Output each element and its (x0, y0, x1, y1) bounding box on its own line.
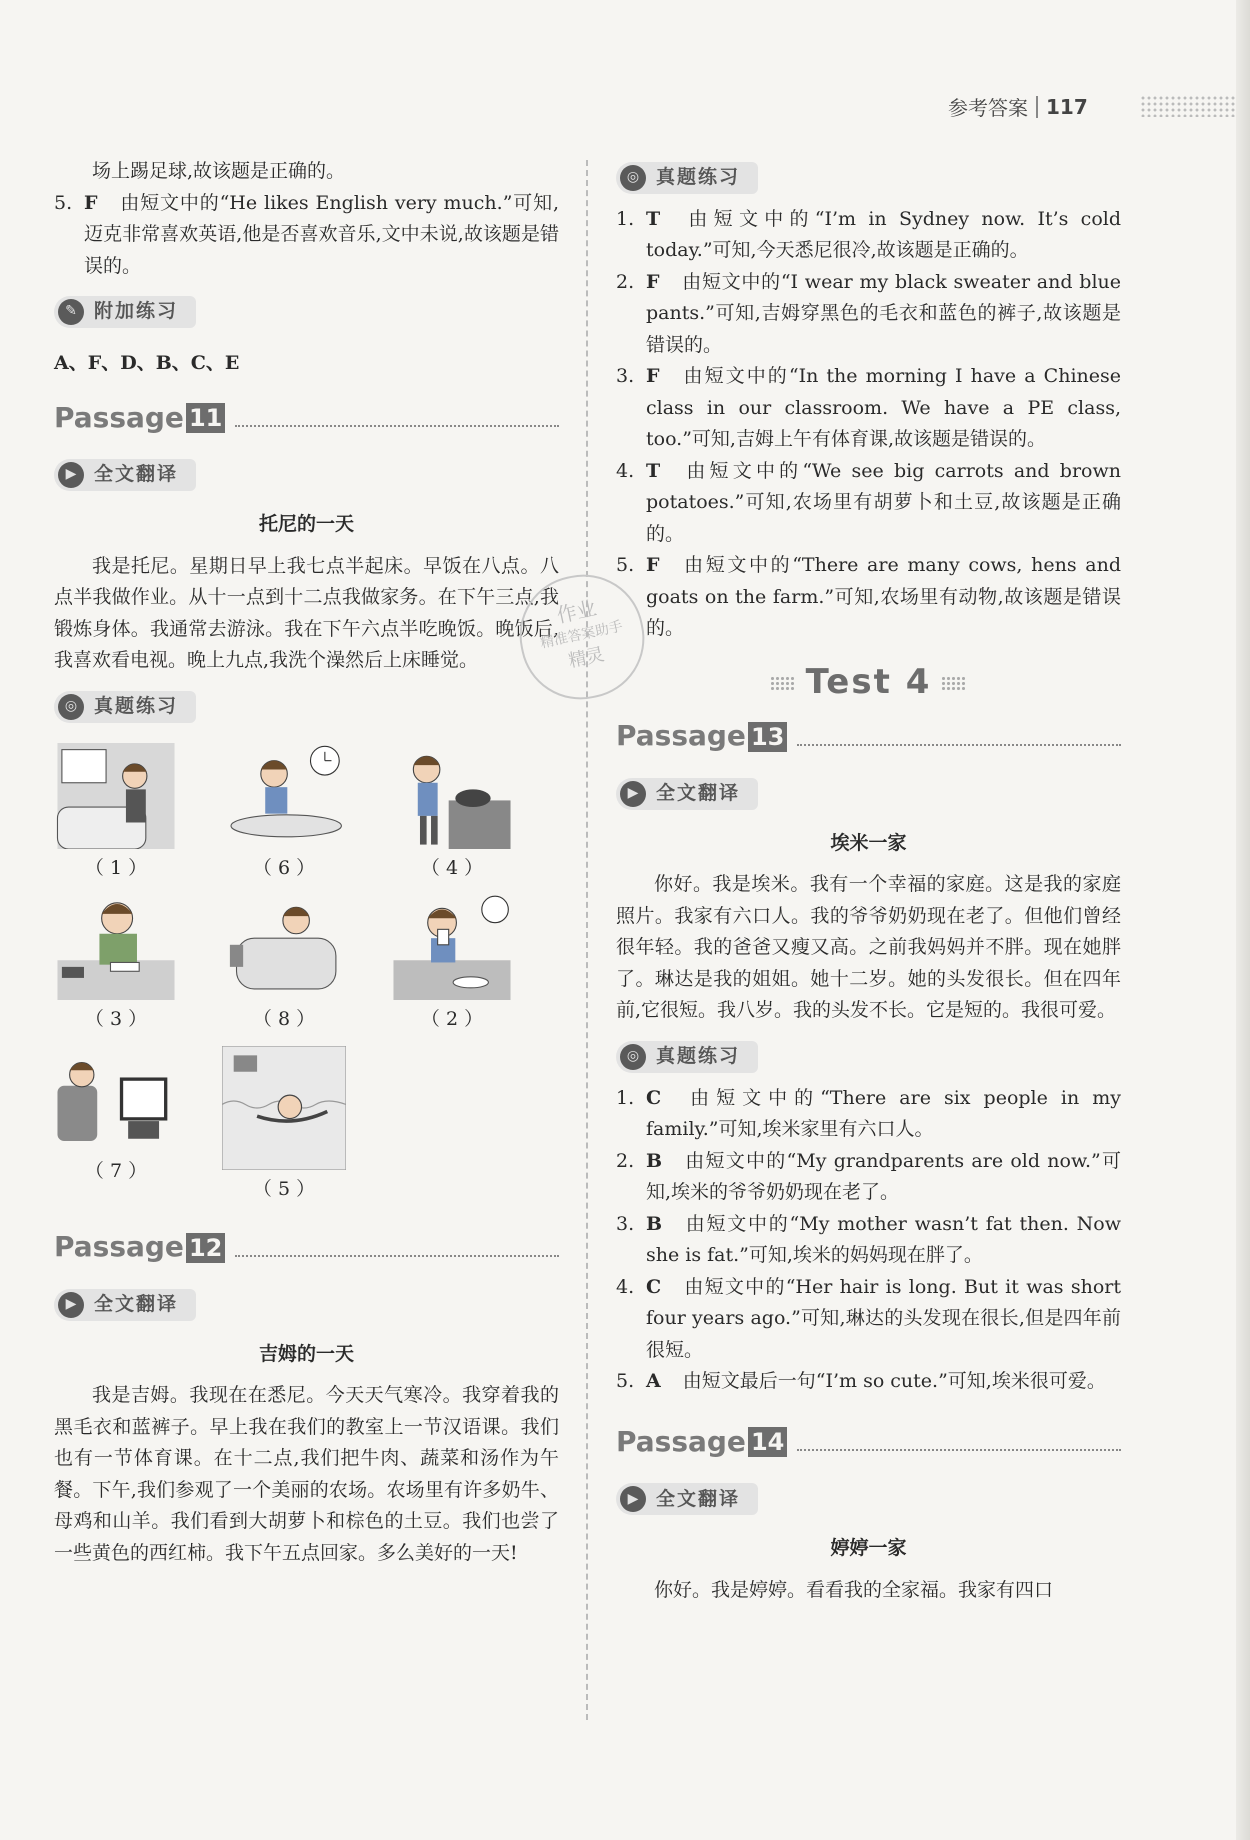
picture-order-label: （ 3 ） (84, 1008, 148, 1030)
passage-title: 吉姆的一天 (258, 1342, 354, 1365)
page-edge (1236, 0, 1250, 1840)
answer-number: 5. (616, 1370, 635, 1393)
left-column (54, 156, 559, 1569)
passage-word: Passage (54, 1230, 184, 1263)
stamp-line: 精准答案助手 (538, 618, 625, 652)
answer-item (616, 1209, 1121, 1272)
target-icon: ◎ (620, 165, 646, 191)
picture-order-label: （ 4 ） (420, 856, 484, 879)
answer-number: 1. (616, 207, 635, 230)
answer-explanation: 由短文中的“Her hair is long. But it was short four years ago.”可知,琳达的头发现在很长,但是四年前很短。 (646, 1275, 1121, 1361)
section-tag-translation (616, 778, 758, 810)
passage-13-heading (616, 720, 1121, 752)
answer-explanation: 由短文中的“In the morning I have a Chinese class in our classroom. We have a PE class, too.”可知,吉姆上午有体育课,故该题是错误的。 (646, 365, 1121, 451)
dotted-rule (797, 744, 1121, 746)
passage-word: Passage (54, 400, 184, 434)
target-icon: ◎ (620, 1044, 646, 1070)
illustration-eat (222, 743, 346, 849)
translation-text: 你好。我是婷婷。看看我的全家福。我家有四口 (654, 1578, 1054, 1601)
right-column (616, 160, 1121, 1606)
answer-key: T (646, 459, 661, 482)
picture-grid (54, 743, 559, 1206)
answer-key: F (84, 191, 98, 214)
tag-label: 真题练习 (656, 1045, 741, 1067)
answer-explanation: 由短文中的“My grandparents are old now.”可知,埃米的爷爷奶奶现在老了。 (646, 1149, 1121, 1204)
answer-key: C (646, 1275, 662, 1298)
answer-key: F (646, 554, 660, 577)
answer-explanation: 由短文中的“I’m in Sydney now. It’s cold today.”可知,今天悉尼很冷,故该题是正确的。 (646, 207, 1121, 262)
illustration-swim (222, 1046, 346, 1170)
answer-list (616, 204, 1121, 645)
pencil-icon: ✎ (58, 299, 84, 325)
passage-word: Passage (616, 719, 746, 753)
picture-order-label: （ 8 ） (252, 1008, 316, 1030)
tag-label: 附加练习 (94, 300, 179, 323)
illustration-bath (222, 894, 346, 1000)
dot-ornament (770, 676, 796, 690)
illustration-bed (54, 743, 178, 849)
answer-explanation: 由短文中的“He likes English very much.”可知,迈克非常喜欢英语,他是否喜欢音乐,文中未说,故该题是错误的。 (84, 191, 559, 277)
passage-number: 12 (186, 1233, 225, 1263)
header-label: 参考答案 (948, 96, 1028, 120)
picture-item (54, 894, 222, 1036)
header-separator (1036, 96, 1038, 118)
passage-title: 埃米一家 (830, 831, 907, 854)
target-icon: ◎ (58, 694, 84, 720)
picture-item (222, 1046, 390, 1206)
answer-number: 1. (616, 1086, 635, 1109)
passage-12-heading (54, 1231, 559, 1263)
dotted-rule (797, 1449, 1121, 1451)
answer-key: B (646, 1212, 663, 1235)
page-number: 117 (1046, 94, 1088, 119)
answer-item (616, 1366, 1121, 1398)
answer-explanation: 由短文中的“My mother wasn’t fat then. Now she is fat.”可知,埃米的妈妈现在胖了。 (646, 1212, 1121, 1267)
tag-label: 真题练习 (656, 166, 741, 188)
answer-explanation: 由短文中的“We see big carrots and brown potatoes.”可知,农场里有胡萝卜和土豆,故该题是正确的。 (646, 459, 1121, 545)
play-icon: ▶ (58, 462, 84, 488)
picture-item (390, 743, 558, 885)
illustration-breakfast (390, 894, 514, 1000)
tag-label: 全文翻译 (656, 1487, 741, 1510)
answer-explanation: 由短文中的“I wear my black sweater and blue pants.”可知,吉姆穿黑色的毛衣和蓝色的裤子,故该题是错误的。 (646, 270, 1121, 356)
translation-text: 你好。我是埃米。我有一个幸福的家庭。这是我的家庭照片。我家有六口人。我的爷爷奶奶现在老了。但他们曾经很年轻。我的爸爸又瘦又高。之前我妈妈并不胖。现在她胖了。琳达是我的姐姐。她十二岁。她的头发很长。但在四年前,它很短。我八岁。我的头发不长。它是短的。我很可爱。 (616, 873, 1121, 1022)
answer-number: 4. (616, 459, 635, 482)
tag-label: 全文翻译 (94, 463, 179, 486)
section-tag-practice (616, 162, 758, 194)
answer-list (616, 1083, 1121, 1398)
answer-explanation: 由短文最后一句“I’m so cute.”可知,埃米很可爱。 (682, 1370, 1106, 1393)
stamp-line: 精灵 (566, 644, 607, 673)
page-header (948, 92, 1088, 121)
passage-14-heading (616, 1426, 1121, 1458)
passage-title: 托尼的一天 (258, 513, 354, 535)
answer-key: C (646, 1086, 662, 1109)
answer-explanation: 由短文中的“There are six people in my family.”可知,埃米家里有六口人。 (646, 1086, 1121, 1141)
passage-title: 婷婷一家 (830, 1537, 907, 1560)
picture-order-label: （ 6 ） (252, 856, 316, 879)
answer-item (616, 267, 1121, 362)
illustration-chores (390, 743, 514, 849)
passage-11-heading (54, 402, 559, 434)
answer-number: 3. (616, 1212, 635, 1235)
illustration-tv (54, 1046, 178, 1152)
answer-number: 5. (54, 191, 73, 214)
section-tag-practice (54, 691, 196, 723)
passage-number: 13 (748, 722, 787, 752)
answer-item (54, 188, 559, 283)
answer-key: F (646, 270, 660, 293)
play-icon: ▶ (58, 1292, 84, 1318)
illustration-homework (54, 894, 178, 1000)
header-dot-pattern (1140, 95, 1235, 117)
play-icon: ▶ (620, 781, 646, 807)
passage-number: 14 (748, 1427, 787, 1457)
answer-item (616, 550, 1121, 645)
section-tag-extra (54, 296, 196, 328)
test-title: Test 4 (805, 661, 932, 702)
picture-order-label: （ 5 ） (252, 1177, 316, 1200)
section-tag-translation (616, 1483, 758, 1515)
answer-number: 5. (616, 554, 635, 577)
tag-label: 真题练习 (94, 694, 179, 717)
continued-answer: 场上踢足球,故该题是正确的。 (92, 160, 346, 182)
picture-item (54, 1046, 222, 1206)
tag-label: 全文翻译 (94, 1292, 179, 1315)
answer-key: T (646, 207, 661, 230)
answer-item (616, 456, 1121, 551)
answer-number: 3. (616, 365, 635, 388)
column-divider (586, 160, 588, 1720)
section-tag-practice (616, 1041, 758, 1073)
answer-number: 2. (616, 270, 635, 293)
answer-key: A (646, 1370, 661, 1393)
answer-key: B (646, 1149, 663, 1172)
tag-label: 全文翻译 (656, 782, 741, 804)
answer-number: 4. (616, 1275, 635, 1298)
section-tag-translation (54, 459, 196, 491)
translation-text: 我是吉姆。我现在在悉尼。今天天气寒冷。我穿着我的黑毛衣和蓝裤子。早上我在我们的教室上一节汉语课。我们也有一节体育课。在十二点,我们把牛肉、蔬菜和汤作为午餐。下午,我们参观了一个美丽的农场。农场里有许多奶牛、母鸡和山羊。我们看到大胡萝卜和棕色的土豆。我们也尝了一些黄色的西红柿。我下午五点回家。多么美好的一天! (54, 1384, 559, 1564)
picture-item (222, 894, 390, 1036)
stamp-line: 作业 (554, 595, 599, 628)
picture-order-label: （ 7 ） (84, 1159, 148, 1182)
picture-item (390, 894, 558, 1036)
answer-key: F (646, 365, 660, 388)
answer-explanation: 由短文中的“There are many cows, hens and goats on the farm.”可知,农场里有动物,故该题是错误的。 (646, 554, 1121, 640)
answer-item (616, 1272, 1121, 1367)
answer-item (616, 361, 1121, 456)
answer-item (616, 204, 1121, 267)
dot-ornament (941, 676, 967, 690)
section-tag-translation (54, 1289, 196, 1321)
picture-item (54, 743, 222, 885)
dotted-rule (235, 1255, 559, 1257)
translation-text: 我是托尼。星期日早上我七点半起床。早饭在八点。八点半我做作业。从十一点到十二点我做家务。在下午三点,我锻炼身体。我通常去游泳。我在下午六点半吃晚饭。晚饭后,我喜欢看电视。晚上九点,我洗个澡然后上床睡觉。 (54, 554, 559, 671)
picture-item (222, 743, 390, 885)
picture-order-label: （ 2 ） (420, 1008, 484, 1030)
answer-number: 2. (616, 1149, 635, 1172)
play-icon: ▶ (620, 1486, 646, 1512)
test-heading (616, 661, 1121, 702)
extra-answer: A、F、D、B、C、E (54, 352, 240, 374)
picture-order-label: （ 1 ） (84, 856, 148, 879)
passage-word: Passage (616, 1424, 746, 1458)
answer-item (616, 1083, 1121, 1146)
dotted-rule (235, 425, 559, 427)
answer-item (616, 1146, 1121, 1209)
passage-number: 11 (186, 403, 225, 433)
